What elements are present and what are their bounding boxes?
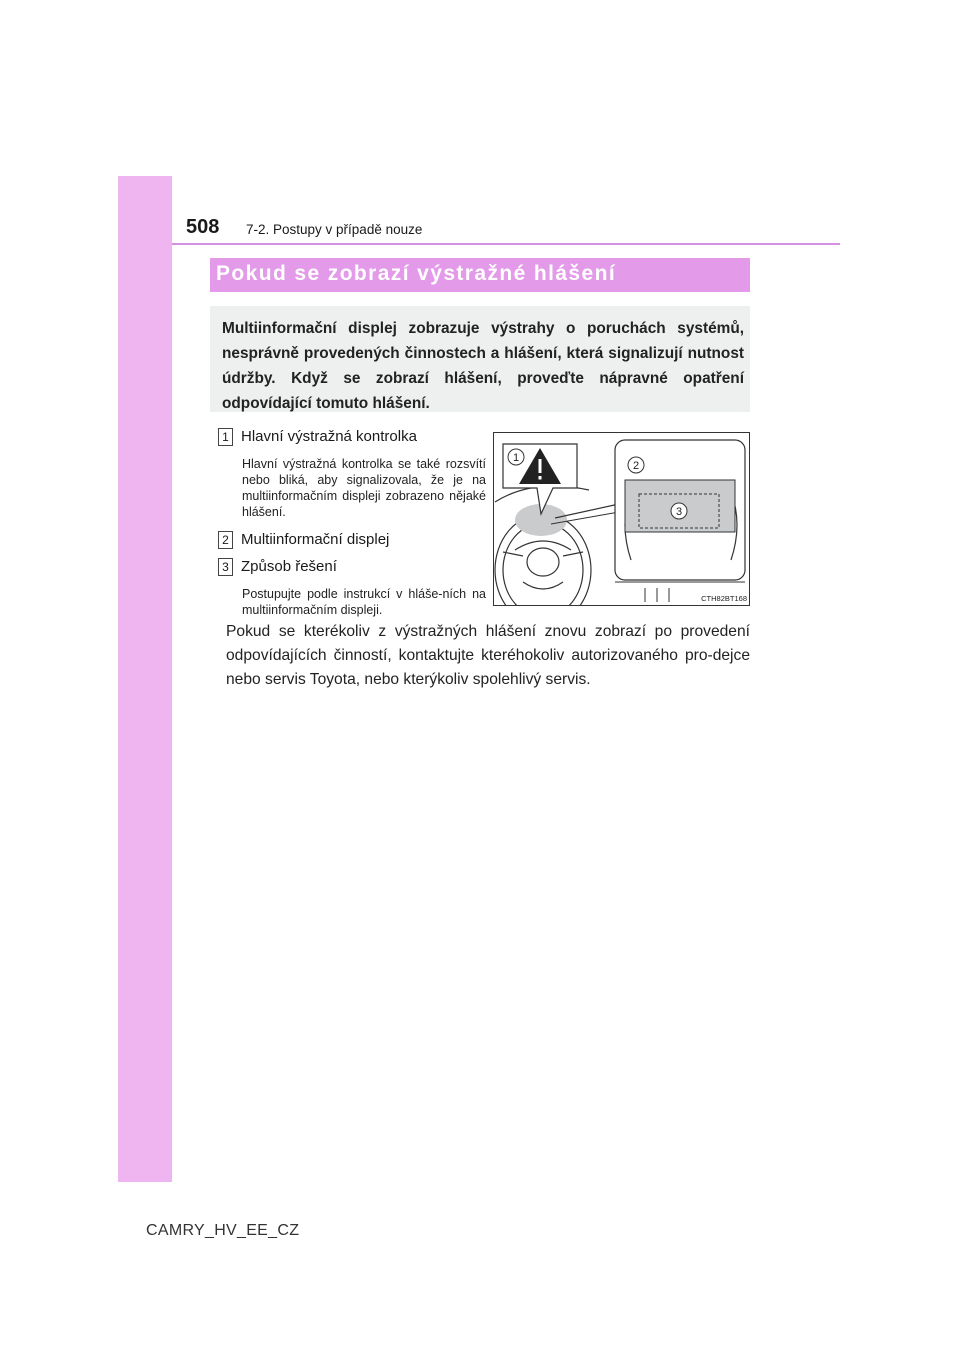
item-label: Multiinformační displej [241,531,390,548]
intro-text: Multiinformační displej zobrazuje výstrahy o poruchách systémů, nesprávně provedených činnostech a hlášení, která signalizují nutnost údržby. Když se zobrazí hlášení, proveďte nápravné opatření odpovídající tomuto hlášení. [222,320,744,412]
callout-3: 3 [675,506,683,518]
header-rule [172,243,840,245]
dashboard-illustration [493,432,750,606]
item-number: 1 [218,428,233,446]
item-3 [218,558,337,576]
item-label: Způsob řešení [241,558,337,575]
item-number: 3 [218,558,233,576]
page-number: 508 [186,216,220,238]
title-bar [210,258,750,292]
figure-code: CTH82BT168 [701,594,747,603]
item-2 [218,531,389,549]
section-title: 7-2. Postupy v případě nouze [246,222,423,237]
page-title: Pokud se zobrazí výstražné hlášení [216,262,617,285]
document-code: CAMRY_HV_EE_CZ [146,1222,300,1239]
item-1-desc: Hlavní výstražná kontrolka se také rozsvítí nebo bliká, aby signalizovala, že je na multiinformačním displeji zobrazeno nějaké hlášení. [242,457,486,519]
callout-1: 1 [512,452,520,464]
callout-2: 2 [632,460,640,472]
intro-box [210,306,750,412]
item-label: Hlavní výstražná kontrolka [241,428,417,445]
item-number: 2 [218,531,233,549]
item-3-desc: Postupujte podle instrukcí v hláše-ních na multiinformačním displeji. [242,587,486,617]
note-text: Pokud se kterékoliv z výstražných hlášení znovu zobrazí po provedení odpovídajících činností, kontaktujte kteréhokoliv autorizovaného pro-dejce nebo servis Toyota, nebo kterýkoliv spolehlivý servis. [226,623,750,688]
side-strip [118,176,172,1182]
item-1 [218,428,417,446]
